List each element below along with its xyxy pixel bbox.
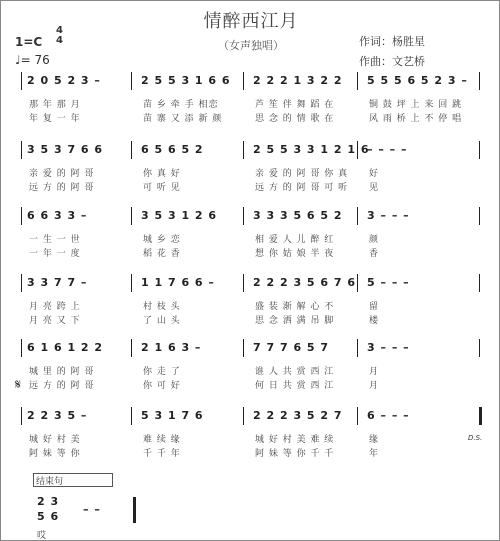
lyric-line-1: 城 好 村 美 (29, 435, 81, 445)
measure-notes: 3 3 7 7 – (27, 276, 88, 289)
lyric-line-2: 思 念 洒 满 吊 脚 (255, 316, 335, 326)
barline (131, 407, 132, 425)
barline (357, 407, 358, 425)
lyric-line-2: 了 山 头 (143, 316, 181, 326)
barline (243, 407, 244, 425)
lyric-line-2: 稻 花 香 (143, 249, 181, 259)
barline (479, 141, 480, 159)
barline (243, 141, 244, 159)
barline (21, 339, 22, 357)
lyric-line-1: 留 (369, 302, 380, 312)
lyric-line-1: 月 亮 跨 上 (29, 302, 81, 312)
lyric-line-2: 千 千 年 (143, 449, 181, 459)
measure-notes: 3 5 3 1 2 6 (141, 209, 218, 222)
lyric-line-1: 一 生 一 世 (29, 235, 81, 245)
time-signature (56, 26, 63, 46)
barline (21, 141, 22, 159)
measure-notes: 3 – – – (367, 341, 410, 354)
lyric-line-1: 颜 (369, 235, 380, 245)
lyric-line-2: 想 你 姑 娘 半 夜 (255, 249, 335, 259)
barline (357, 207, 358, 225)
lyric-line-2: 月 亮 又 下 (29, 316, 81, 326)
barline (357, 72, 358, 90)
measure-notes: 2 2 2 1 3 2 2 (253, 74, 343, 87)
barline (357, 274, 358, 292)
barline (243, 274, 244, 292)
lyricist-credit: 作词：杨胜星 (359, 35, 425, 48)
lyric-line-2: 何 日 共 赏 西 江 (255, 381, 335, 391)
ending-final-barline (133, 497, 136, 523)
barline (479, 339, 480, 357)
measure-notes: 2 5 5 3 1 6 6 (141, 74, 231, 87)
barline (479, 72, 480, 90)
ending-label: 结束句 (33, 473, 113, 487)
lyric-line-1: 城 里 的 阿 哥 (29, 367, 95, 377)
barline (21, 207, 22, 225)
meter-bottom: 4 (56, 35, 63, 46)
measure-notes: 2 2 2 3 5 2 7 (253, 409, 343, 422)
measure-notes: 6 – – – (367, 409, 410, 422)
lyric-line-2: 香 (369, 249, 380, 259)
lyric-line-1: 城 乡 恋 (143, 235, 181, 245)
lyric-line-2: 远 方 的 阿 哥 (29, 381, 95, 391)
barline (479, 407, 482, 425)
ending-notes-bottom: 5 6 (37, 510, 60, 523)
lyric-line-1: 好 (369, 169, 380, 179)
ending-dashes: – – (83, 503, 101, 516)
measure-notes: 1 1 7 6 6 – (141, 276, 215, 289)
lyric-line-1: 亲 爱 的 阿 哥 你 真 (255, 169, 349, 179)
lyric-line-1: 相 爱 人 儿 醉 红 (255, 235, 335, 245)
barline (131, 339, 132, 357)
measure-notes: 3 3 3 5 6 5 2 (253, 209, 343, 222)
lyric-line-2: 远 方 的 阿 哥 (29, 183, 95, 193)
lyric-line-2: 年 复 一 年 (29, 114, 81, 124)
measure-notes: 7 7 7 6 5 7 (253, 341, 330, 354)
measure-notes: 2 5 5 3 3 1 2 1 6 (253, 143, 370, 156)
measure-notes: 6 6 3 3 – (27, 209, 88, 222)
lyric-line-2: 思 念 的 情 歌 在 (255, 114, 335, 124)
song-title: 情醉西江月 (203, 11, 299, 32)
barline (131, 141, 132, 159)
song-subtitle: （女声独唱） (218, 39, 284, 52)
barline (131, 207, 132, 225)
ending-lyric: 哎 (37, 531, 48, 541)
lyric-line-1: 盛 装 渐 解 心 不 (255, 302, 335, 312)
lyric-line-2: 月 (369, 381, 380, 391)
lyric-line-2: 见 (369, 183, 380, 193)
segno-mark: 𝄋 (15, 377, 22, 393)
ds-mark: D.S. (468, 434, 483, 442)
meter-top: 4 (56, 25, 63, 36)
measure-notes: 5 – – – (367, 276, 410, 289)
lyric-line-2: 苗 寨 又 添 新 颜 (143, 114, 223, 124)
lyric-line-1: 那 年 那 月 (29, 100, 81, 110)
lyric-line-1: 城 好 村 美 难 续 (255, 435, 335, 445)
measure-notes: 2 0 5 2 3 – (27, 74, 101, 87)
lyric-line-1: 亲 爱 的 阿 哥 (29, 169, 95, 179)
lyric-line-1: 月 (369, 367, 380, 377)
measure-notes: – – – – (367, 143, 408, 156)
barline (479, 274, 480, 292)
lyric-line-1: 铜 鼓 坪 上 来 回 跳 (369, 100, 463, 110)
barline (21, 72, 22, 90)
barline (243, 339, 244, 357)
measure-notes: 2 2 2 3 5 6 7 6 (253, 276, 357, 289)
barline (479, 207, 480, 225)
composer-credit: 作曲：文艺桥 (359, 55, 425, 68)
lyric-line-1: 芦 笙 伴 舞 蹈 在 (255, 100, 335, 110)
measure-notes: 2 1 6 3 – (141, 341, 202, 354)
lyric-line-2: 你 可 好 (143, 381, 181, 391)
measure-notes: 5 3 1 7 6 (141, 409, 204, 422)
measure-notes: 2 2 3 5 – (27, 409, 88, 422)
measure-notes: 6 5 6 5 2 (141, 143, 204, 156)
lyric-line-2: 可 听 见 (143, 183, 181, 193)
lyric-line-2: 年 (369, 449, 380, 459)
lyric-line-2: 楼 (369, 316, 380, 326)
measure-notes: 3 5 3 7 6 6 (27, 143, 104, 156)
tempo-marking: ♩= 76 (15, 53, 50, 67)
barline (21, 407, 22, 425)
barline (243, 72, 244, 90)
barline (243, 207, 244, 225)
lyric-line-1: 你 走 了 (143, 367, 181, 377)
measure-notes: 3 – – – (367, 209, 410, 222)
lyric-line-2: 阿 妹 等 你 (29, 449, 81, 459)
lyric-line-2: 阿 妹 等 你 千 千 (255, 449, 335, 459)
lyric-line-1: 谁 人 共 赏 西 江 (255, 367, 335, 377)
lyric-line-2: 一 年 一 度 (29, 249, 81, 259)
barline (357, 339, 358, 357)
measure-notes: 6 1 6 1 2 2 (27, 341, 104, 354)
barline (21, 274, 22, 292)
key-signature: 1=C (15, 35, 43, 49)
measure-notes: 5 5 5 6 5 2 3 – (367, 74, 468, 87)
lyric-line-1: 村 枝 头 (143, 302, 181, 312)
lyric-line-2: 风 雨 桥 上 不 停 唱 (369, 114, 463, 124)
lyric-line-1: 苗 乡 牵 手 相恋 (143, 100, 219, 110)
lyric-line-1: 缘 (369, 435, 380, 445)
barline (131, 72, 132, 90)
lyric-line-1: 难 续 缘 (143, 435, 181, 445)
ending-notes-top: 2 3 (37, 495, 60, 508)
lyric-line-1: 你 真 好 (143, 169, 181, 179)
barline (131, 274, 132, 292)
lyric-line-2: 远 方 的 阿 哥 可 听 (255, 183, 349, 193)
